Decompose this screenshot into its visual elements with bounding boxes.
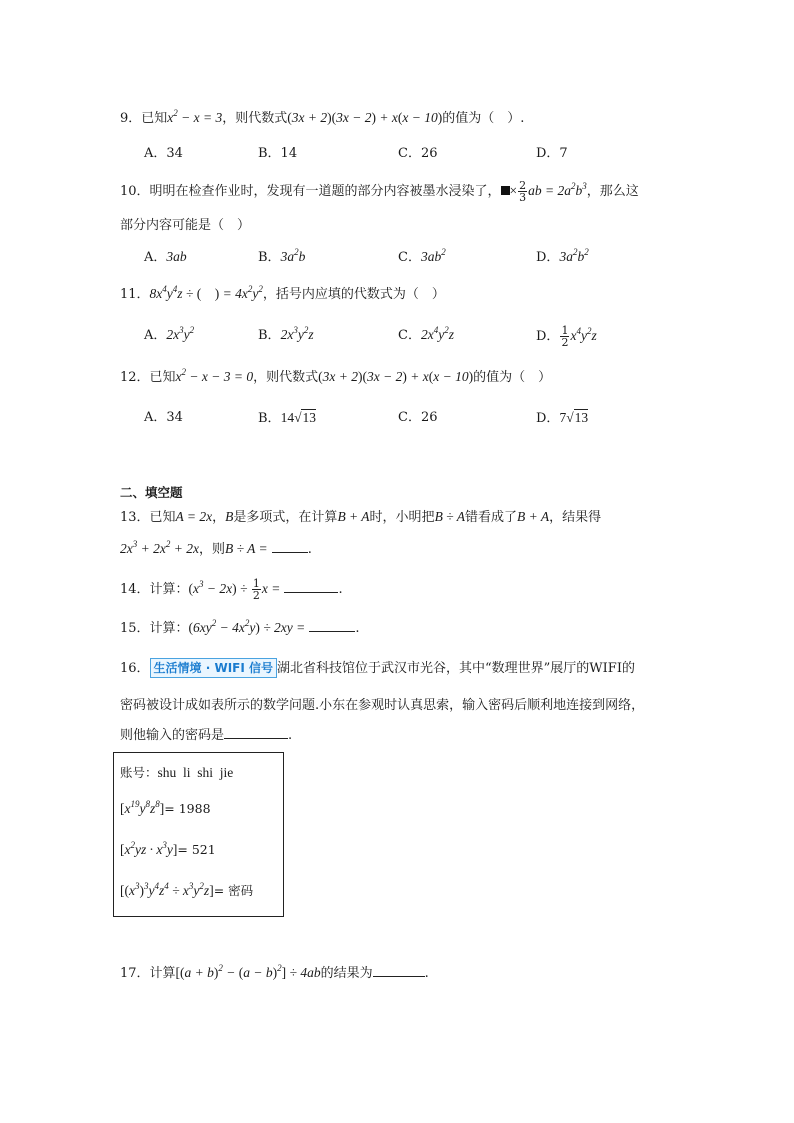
- question-14: 14．计算：$(x^3 - 2x)$ ÷ $\frac{1}{2}$ x = .: [120, 577, 343, 602]
- wifi-password-box: [113, 752, 284, 917]
- wifi-row-3: $[(x^3)^3y^4z^4 \div x^3y^2z]=$ 密码: [120, 881, 254, 898]
- question-11: 11．$8x^4y^4z$ ÷ ( ) = $4x^2y^2$，括号内应填的代数式为（ ）: [120, 284, 445, 302]
- q10-option-c: C．$3ab^2$: [398, 247, 446, 265]
- wifi-account: 账号：shu li shi jie: [120, 765, 234, 780]
- question-15: 15．计算：$(6xy^2 - 4x^2y) \div 2xy$ = .: [120, 618, 360, 636]
- question-17: 17．计算$[(a + b)^2 - (a - b)^2] \div 4ab$的结果为 .: [120, 963, 429, 981]
- answer-blank-16[interactable]: [224, 726, 288, 739]
- question-13: 13．已知A = 2x，B是多项式，在计算B + A时，小明把B ÷ A错看成了B + A，结果得: [120, 509, 602, 525]
- q9-option-a: A．34: [144, 146, 183, 161]
- wifi-row-2: $[x^2yz \cdot x^3y]= 521$: [120, 840, 216, 857]
- q9-option-c: C．26: [398, 146, 438, 161]
- section-fill-in-blank: 二、填空题: [120, 485, 183, 500]
- answer-blank-13[interactable]: [272, 540, 308, 553]
- q16-line2: 密码被设计成如表所示的数学问题.小东在参观时认真思索，输入密码后顺利地连接到网络，: [120, 698, 645, 713]
- question-12: 12．已知$x^2 - x - 3 = 0$，则代数式(3x + 2)(3x − 2) + x(x − 10)的值为（ ）: [120, 367, 552, 385]
- q12-option-a: A．34: [144, 410, 183, 425]
- fraction-two-thirds: $\frac{2}{3}$: [519, 179, 527, 204]
- question-16: 16． 生活情境 · WIFI 信号 湖北省科技馆位于武汉市光谷，其中“数理世界”展厅的WIFI的: [120, 658, 635, 679]
- q11-option-c: C．$2x^4y^2z$: [398, 325, 454, 343]
- wifi-row-1: $[x^{19}y^8z^8]= 1988$: [120, 799, 211, 816]
- question-9: 9．已知$x^2 - x = 3$，则代数式(3x + 2)(3x − 2) + x(x − 10)的值为（ ）.: [120, 108, 525, 126]
- q10-option-a: A．3ab: [144, 249, 187, 265]
- q9-option-d: D．7: [536, 146, 568, 161]
- ink-blot: [501, 186, 510, 195]
- q12-option-c: C．26: [398, 410, 438, 425]
- q11-option-a: A．$2x^3y^2$: [144, 325, 195, 343]
- q12-option-d: D．7√13: [536, 410, 589, 426]
- context-tag: 生活情境 · WIFI 信号: [150, 658, 277, 678]
- q9-option-b: B．14: [258, 146, 298, 161]
- q16-line3: 则他输入的密码是 .: [120, 728, 293, 743]
- answer-blank-14[interactable]: [284, 580, 338, 593]
- answer-blank-15[interactable]: [309, 619, 355, 632]
- q10-option-b: B．$3a^2b$: [258, 247, 306, 265]
- q10-line2: 部分内容可能是（ ）: [120, 218, 251, 233]
- q11-option-b: B．$2x^3y^2z$: [258, 325, 314, 343]
- q12-option-b: B．14√13: [258, 410, 316, 426]
- q10-option-d: D．$3a^2b^2$: [536, 247, 589, 265]
- q13-line2: $2x^3 + 2x^2 + 2x$，则B ÷ A = .: [120, 539, 312, 557]
- q11-option-d: D． $\frac{1}{2}$ $x^4y^2z$: [536, 324, 597, 349]
- question-10: 10．明明在检查作业时，发现有一道题的部分内容被墨水浸染了， × $\frac{2}{3}$ ab = $2a^2b^3$，那么这: [120, 179, 639, 204]
- answer-blank-17[interactable]: [373, 964, 425, 977]
